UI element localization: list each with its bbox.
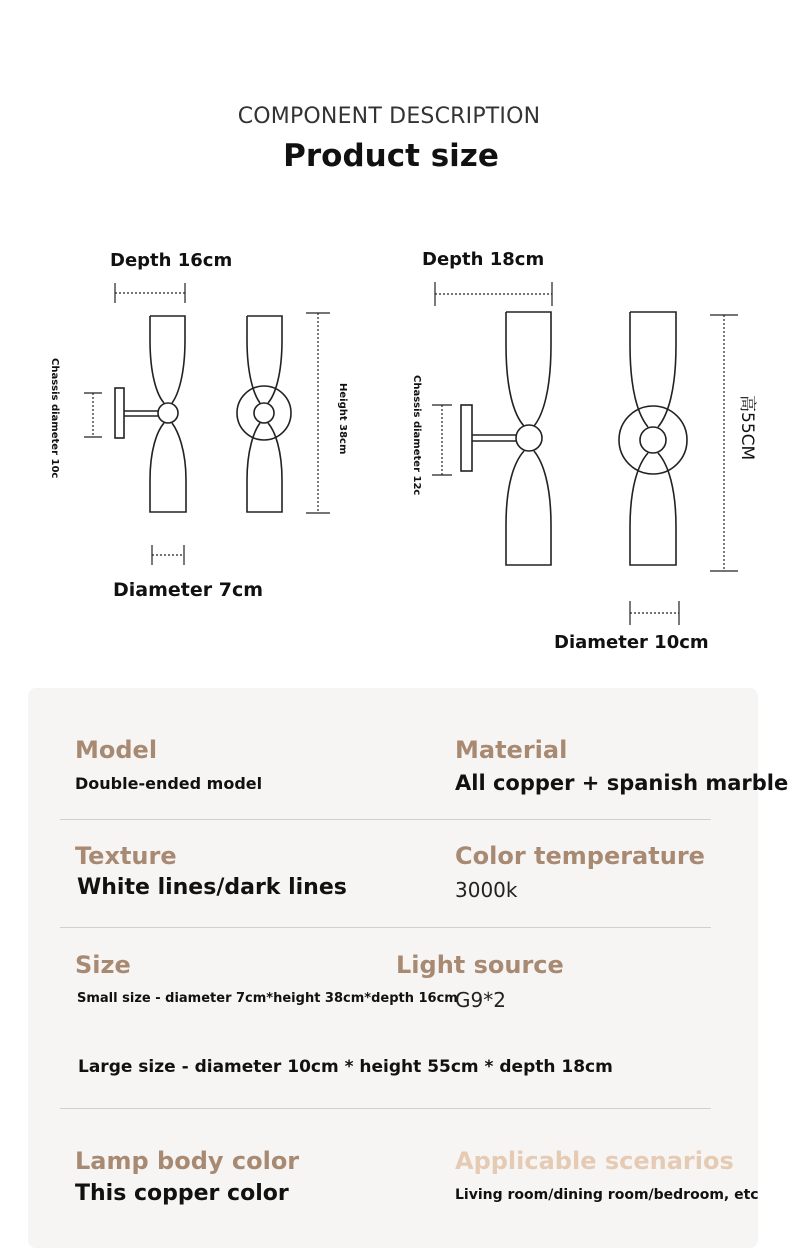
lamp-body-color-key: Lamp body color bbox=[75, 1147, 300, 1175]
small-diameter-label: Diameter 7cm bbox=[113, 579, 264, 601]
material-key: Material bbox=[455, 736, 568, 764]
model-key: Model bbox=[75, 736, 158, 764]
texture-value: White lines/dark lines bbox=[77, 875, 347, 900]
large-chassis-label: Chassis diameter 12c bbox=[411, 375, 422, 496]
large-depth-label: Depth 18cm bbox=[422, 249, 545, 270]
large-depth-dimension bbox=[435, 282, 552, 306]
small-diameter-dimension bbox=[152, 545, 184, 565]
large-chassis-dimension bbox=[432, 405, 452, 475]
small-height-label: Height 38cm bbox=[337, 383, 348, 455]
large-height-dimension bbox=[710, 315, 738, 571]
lamp-body-color-value: This copper color bbox=[75, 1181, 289, 1206]
small-height-dimension bbox=[306, 313, 330, 513]
texture-key: Texture bbox=[75, 842, 177, 870]
large-height-label: 高55CM bbox=[737, 395, 757, 461]
color-temperature-key: Color temperature bbox=[455, 842, 705, 870]
material-value: All copper + spanish marble bbox=[455, 771, 789, 795]
model-value: Double-ended model bbox=[75, 774, 263, 793]
applicable-scenarios-value: Living room/dining room/bedroom, etc bbox=[455, 1187, 759, 1203]
small-lamp-side-view bbox=[115, 316, 186, 512]
separator bbox=[60, 1108, 711, 1109]
large-lamp-side-view bbox=[461, 312, 551, 565]
size-key: Size bbox=[75, 951, 131, 979]
separator bbox=[60, 927, 711, 928]
light-source-value: G9*2 bbox=[455, 988, 506, 1012]
light-source-key: Light source bbox=[396, 951, 564, 979]
applicable-scenarios-key: Applicable scenarios bbox=[455, 1147, 734, 1175]
large-lamp-front-view bbox=[619, 312, 687, 565]
section-subtitle: COMPONENT DESCRIPTION bbox=[237, 104, 541, 129]
small-chassis-dimension bbox=[84, 393, 102, 437]
small-depth-dimension bbox=[115, 283, 185, 303]
color-temperature-value: 3000k bbox=[455, 878, 518, 902]
size-small-value: Small size - diameter 7cm*height 38cm*depth 16cm bbox=[77, 991, 458, 1006]
small-lamp-front-view bbox=[237, 316, 291, 512]
size-large-value: Large size - diameter 10cm * height 55cm * depth 18cm bbox=[78, 1057, 613, 1077]
page-title: Product size bbox=[283, 138, 499, 174]
small-chassis-label: Chassis diameter 10c bbox=[49, 358, 60, 479]
small-depth-label: Depth 16cm bbox=[110, 250, 233, 271]
large-diameter-dimension bbox=[630, 601, 679, 625]
large-diameter-label: Diameter 10cm bbox=[554, 632, 709, 653]
separator bbox=[60, 819, 711, 820]
